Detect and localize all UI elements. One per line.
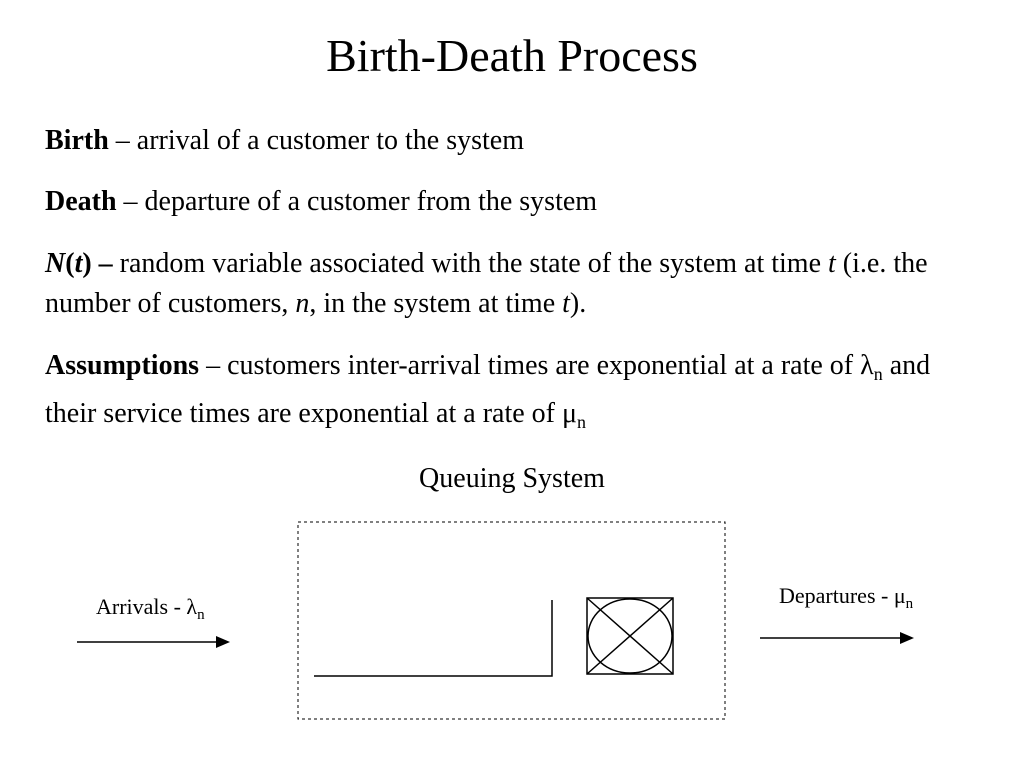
mu-subscript: n: [577, 412, 586, 432]
n-of-t-term: N(t) –: [45, 248, 120, 279]
assumptions-separator: –: [199, 350, 228, 381]
system-boundary: [298, 522, 725, 719]
death-text: departure of a customer from the system: [144, 186, 598, 217]
n-of-t-t1: t: [828, 248, 836, 279]
departures-arrow-icon: [760, 632, 914, 644]
n-of-t-text-3: , in the system at time: [309, 288, 563, 319]
n-of-t-n: n: [295, 288, 310, 319]
birth-text: arrival of a customer to the system: [136, 125, 524, 156]
slide-title: Birth-Death Process: [326, 30, 698, 81]
birth-separator: –: [108, 125, 137, 156]
server-icon: [587, 598, 673, 674]
arrivals-arrow-icon: [77, 636, 230, 648]
departures-label: Departures - $\mu_n$: [779, 583, 914, 612]
assumptions-text-1: customers inter-arrival times are exponential at a rate of: [227, 350, 861, 381]
arrivals-label: Arrivals - $\lambda_n$: [96, 594, 205, 623]
assumptions-text-2: and their service times are exponential at a rate of: [45, 350, 931, 429]
queuing-system-title: Queuing System: [419, 463, 605, 494]
lambda-symbol: λ: [860, 350, 874, 381]
birth-term: Birth: [45, 125, 109, 156]
assumptions-term: Assumptions: [45, 350, 200, 381]
death-separator: –: [116, 186, 145, 217]
n-of-t-text-1: random variable associated with the state of the system at time: [119, 248, 829, 279]
mu-symbol: μ: [561, 398, 577, 429]
death-term: Death: [45, 186, 117, 217]
queue-buffer: [314, 600, 552, 676]
lambda-subscript: n: [873, 364, 883, 384]
n-of-t-t2: t: [562, 288, 570, 319]
n-of-t-text-2: (i.e. the number of customers,: [45, 248, 928, 319]
n-of-t-text-4: ).: [569, 288, 587, 319]
